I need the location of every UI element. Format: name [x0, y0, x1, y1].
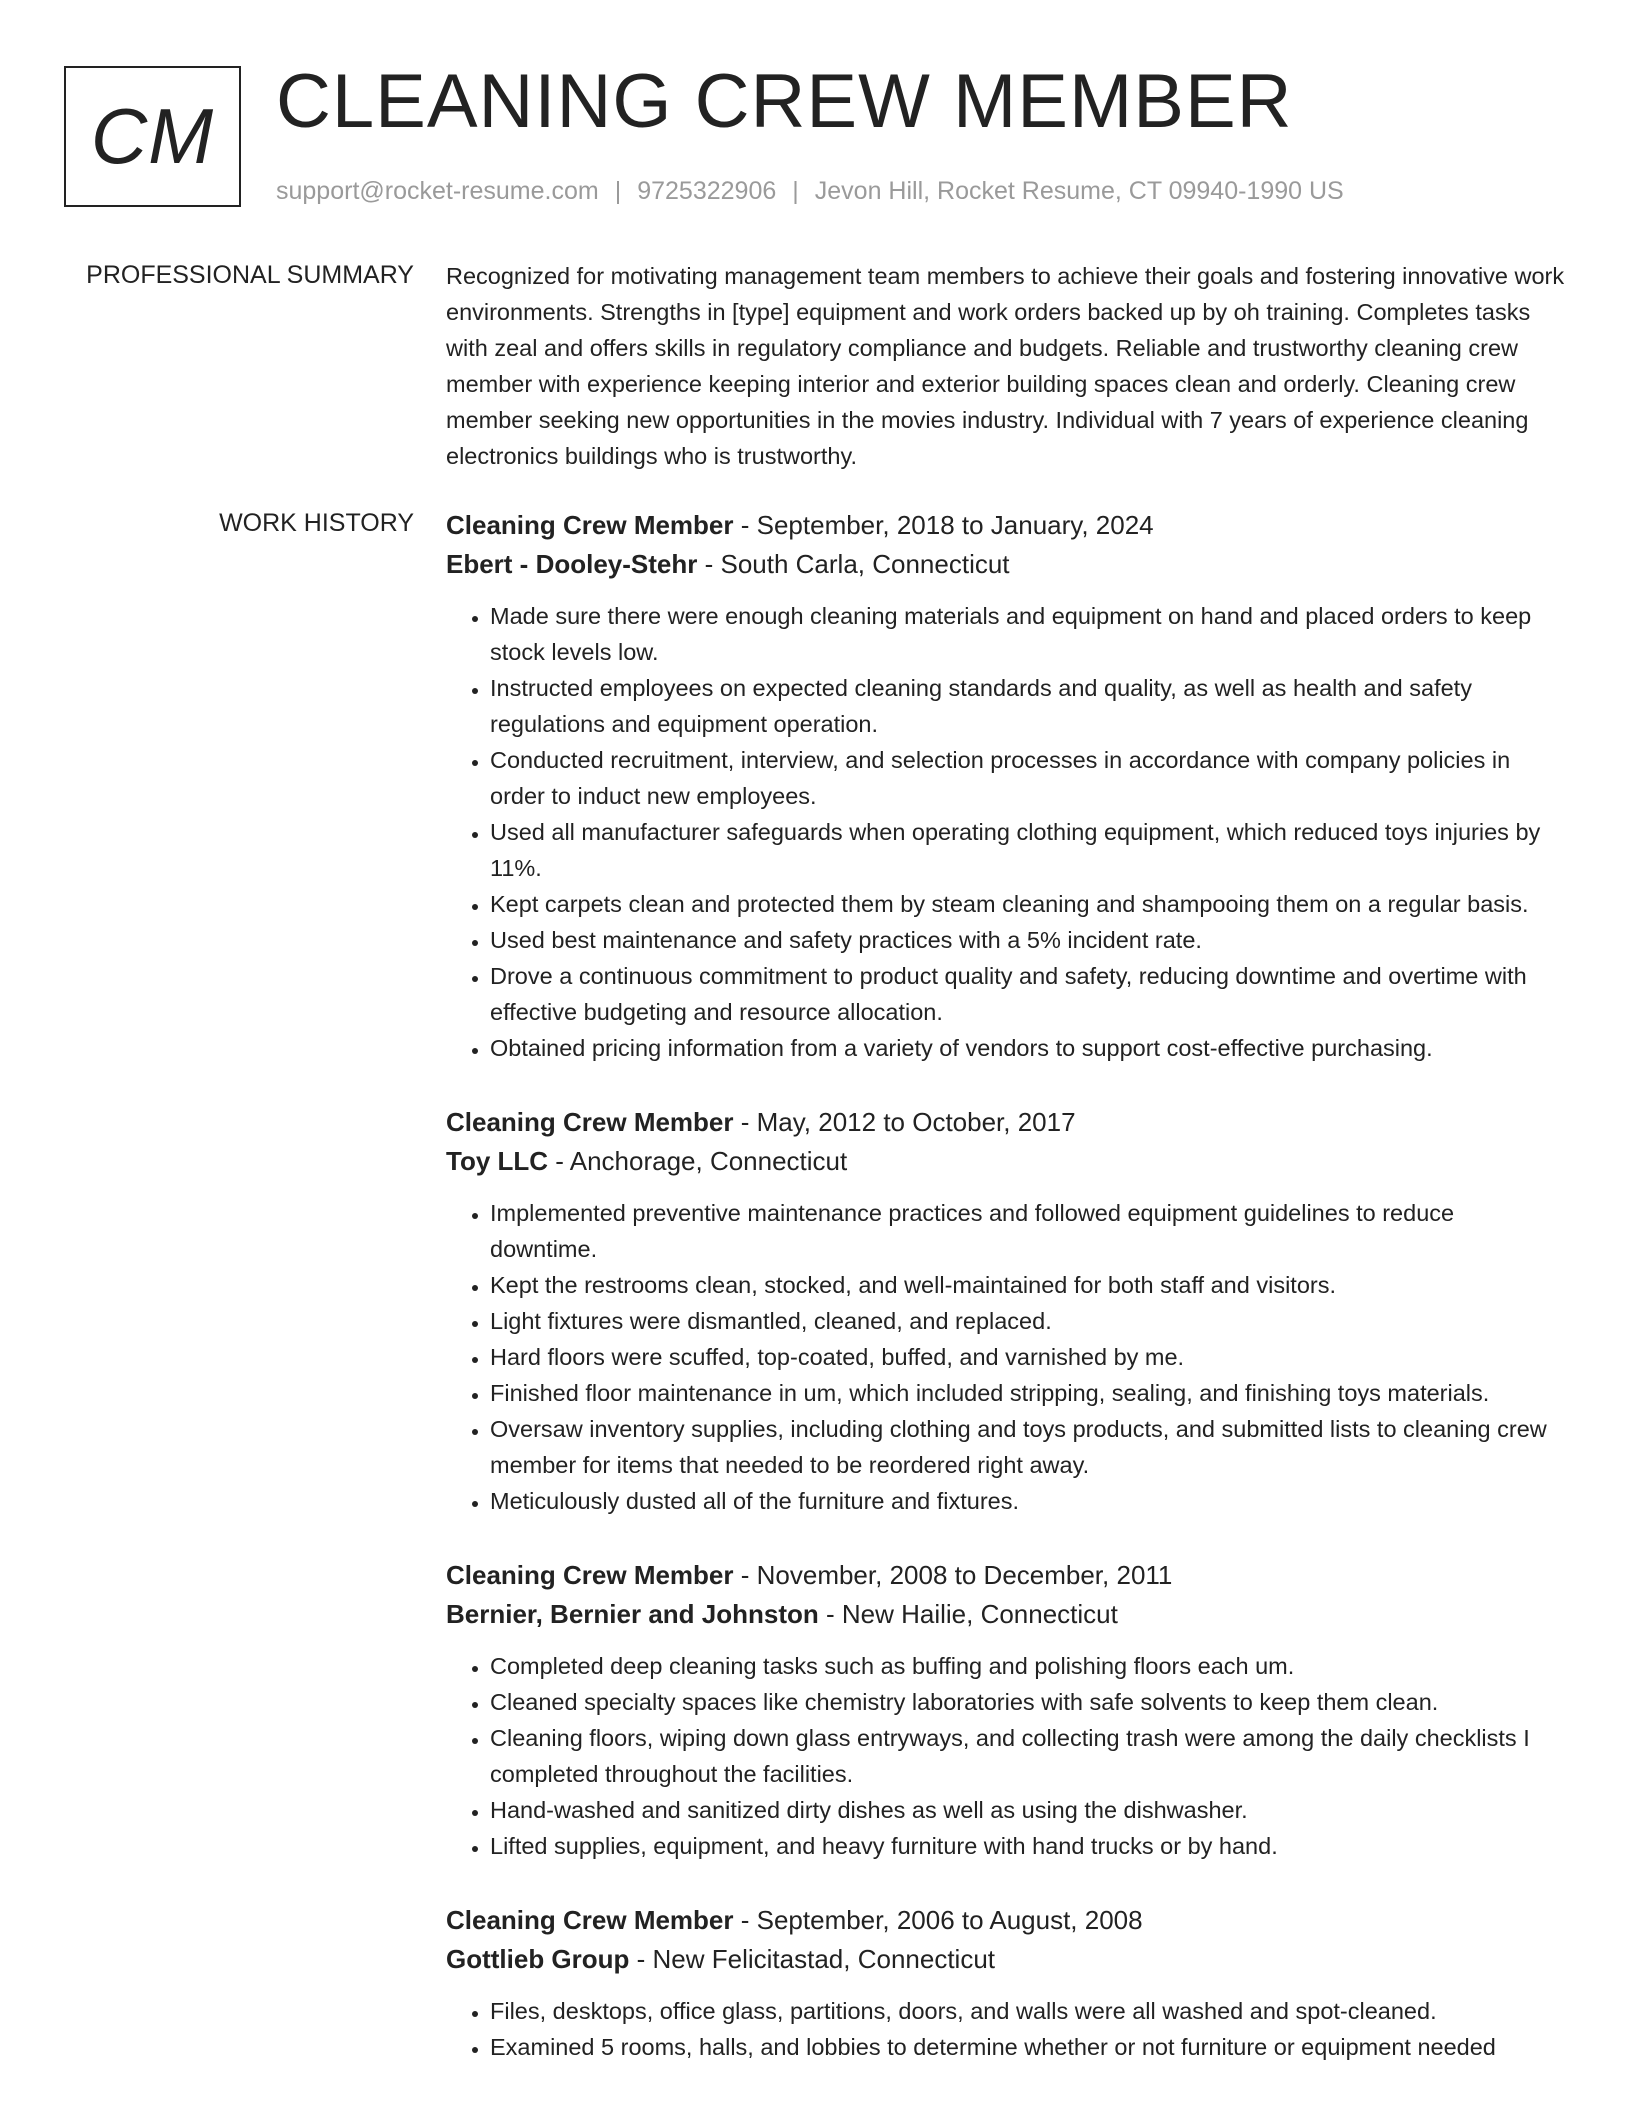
- job-dates: - November, 2008 to December, 2011: [733, 1560, 1173, 1590]
- work-history-list: [446, 506, 1566, 2102]
- job-bullet: • Light fixtures were dismantled, cleaned, and replaced.: [490, 1303, 1566, 1339]
- job-company-line: [446, 1142, 1566, 1181]
- job-bullet-list: [446, 1648, 1566, 1864]
- resume-title: CLEANING CREW MEMBER: [276, 59, 1293, 144]
- job-entry: [446, 1556, 1566, 1864]
- job-company-line: [446, 545, 1566, 584]
- job-title-line: [446, 1103, 1566, 1142]
- job-bullet: • Used all manufacturer safeguards when operating clothing equipment, which reduced toys injuries by 11%.: [490, 814, 1566, 886]
- contact-line: [276, 174, 1344, 208]
- job-company: Ebert - Dooley-Stehr: [446, 549, 698, 579]
- contact-separator: |: [614, 177, 622, 205]
- job-entry: [446, 506, 1566, 1066]
- job-title: Cleaning Crew Member: [446, 1107, 734, 1137]
- job-bullet: • Completed deep cleaning tasks such as buffing and polishing floors each um.: [490, 1648, 1566, 1684]
- section-label-work-history: WORK HISTORY: [219, 509, 414, 537]
- job-bullet-list: [446, 1195, 1566, 1519]
- job-bullet: • Cleaned specialty spaces like chemistry laboratories with safe solvents to keep them clean.: [490, 1684, 1566, 1720]
- job-company-line: [446, 1940, 1566, 1979]
- job-company: Gottlieb Group: [446, 1944, 630, 1974]
- job-entry: [446, 1103, 1566, 1519]
- job-bullet-list: [446, 1993, 1566, 2065]
- job-bullet: • Finished floor maintenance in um, which included stripping, sealing, and finishing toys materials.: [490, 1375, 1566, 1411]
- job-bullet: • Instructed employees on expected cleaning standards and quality, as well as health and safety regulations and equipment operation.: [490, 670, 1566, 742]
- job-bullet: • Kept the restrooms clean, stocked, and well-maintained for both staff and visitors.: [490, 1267, 1566, 1303]
- job-dates: - September, 2006 to August, 2008: [733, 1905, 1143, 1935]
- contact-email: support@rocket-resume.com: [276, 177, 599, 205]
- job-title: Cleaning Crew Member: [446, 1560, 734, 1590]
- job-bullet: • Examined 5 rooms, halls, and lobbies to determine whether or not furniture or equipment needed: [490, 2029, 1566, 2065]
- summary-text: Recognized for motivating management team members to achieve their goals and fostering innovative work environments. Strengths in [type] equipment and work orders backed up by oh training. Completes tasks with zeal and offers skills in regulatory compliance and budgets. Reliable and trustworthy cleaning crew member with experience keeping interior and exterior building spaces clean and orderly. Cleaning crew member seeking new opportunities in the movies industry. Individual with 7 years of experience cleaning electronics buildings who is trustworthy.: [446, 263, 1565, 469]
- job-bullet-list: [446, 598, 1566, 1066]
- job-bullet: • Kept carpets clean and protected them by steam cleaning and shampooing them on a regular basis.: [490, 886, 1566, 922]
- job-title-line: [446, 506, 1566, 545]
- job-bullet: • Cleaning floors, wiping down glass entryways, and collecting trash were among the daily checklists I completed throughout the facilities.: [490, 1720, 1566, 1792]
- job-company: Bernier, Bernier and Johnston: [446, 1599, 819, 1629]
- job-company: Toy LLC: [446, 1146, 549, 1176]
- monogram-initials: CM: [64, 66, 241, 207]
- job-bullet: • Lifted supplies, equipment, and heavy furniture with hand trucks or by hand.: [490, 1828, 1566, 1864]
- section-label-summary: PROFESSIONAL SUMMARY: [86, 261, 414, 289]
- job-bullet: • Drove a continuous commitment to product quality and safety, reducing downtime and overtime with effective budgeting and resource allocation.: [490, 958, 1566, 1030]
- job-bullet: • Meticulously dusted all of the furniture and fixtures.: [490, 1483, 1566, 1519]
- job-bullet: • Conducted recruitment, interview, and selection processes in accordance with company policies in order to induct new employees.: [490, 742, 1566, 814]
- job-bullet: • Files, desktops, office glass, partitions, doors, and walls were all washed and spot-cleaned.: [490, 1993, 1566, 2029]
- job-title-line: [446, 1556, 1566, 1595]
- contact-separator: |: [792, 177, 799, 205]
- contact-phone: 9725322906: [637, 177, 777, 205]
- job-bullet: • Obtained pricing information from a variety of vendors to support cost-effective purchasing.: [490, 1030, 1566, 1066]
- job-title: Cleaning Crew Member: [446, 510, 734, 540]
- job-bullet: • Hand-washed and sanitized dirty dishes as well as using the dishwasher.: [490, 1792, 1566, 1828]
- job-bullet: • Made sure there were enough cleaning materials and equipment on hand and placed orders to keep stock levels low.: [490, 598, 1566, 670]
- job-dates: - May, 2012 to October, 2017: [733, 1107, 1076, 1137]
- job-title: Cleaning Crew Member: [446, 1905, 734, 1935]
- job-bullet: • Used best maintenance and safety practices with a 5% incident rate.: [490, 922, 1566, 958]
- job-dates: - September, 2018 to January, 2024: [733, 510, 1154, 540]
- job-company-line: [446, 1595, 1566, 1634]
- job-location: - New Felicitastad, Connecticut: [629, 1944, 996, 1974]
- job-bullet: • Oversaw inventory supplies, including clothing and toys products, and submitted lists to cleaning crew member for items that needed to be reordered right away.: [490, 1411, 1566, 1483]
- contact-address: Jevon Hill, Rocket Resume, CT 09940-1990 US: [814, 177, 1344, 205]
- job-entry: [446, 1901, 1566, 2065]
- job-location: - New Hailie, Connecticut: [818, 1599, 1118, 1629]
- job-location: - Anchorage, Connecticut: [548, 1146, 848, 1176]
- job-bullet: • Hard floors were scuffed, top-coated, buffed, and varnished by me.: [490, 1339, 1566, 1375]
- job-location: - South Carla, Connecticut: [697, 549, 1010, 579]
- job-title-line: [446, 1901, 1566, 1940]
- job-bullet: • Implemented preventive maintenance practices and followed equipment guidelines to reduce downtime.: [490, 1195, 1566, 1267]
